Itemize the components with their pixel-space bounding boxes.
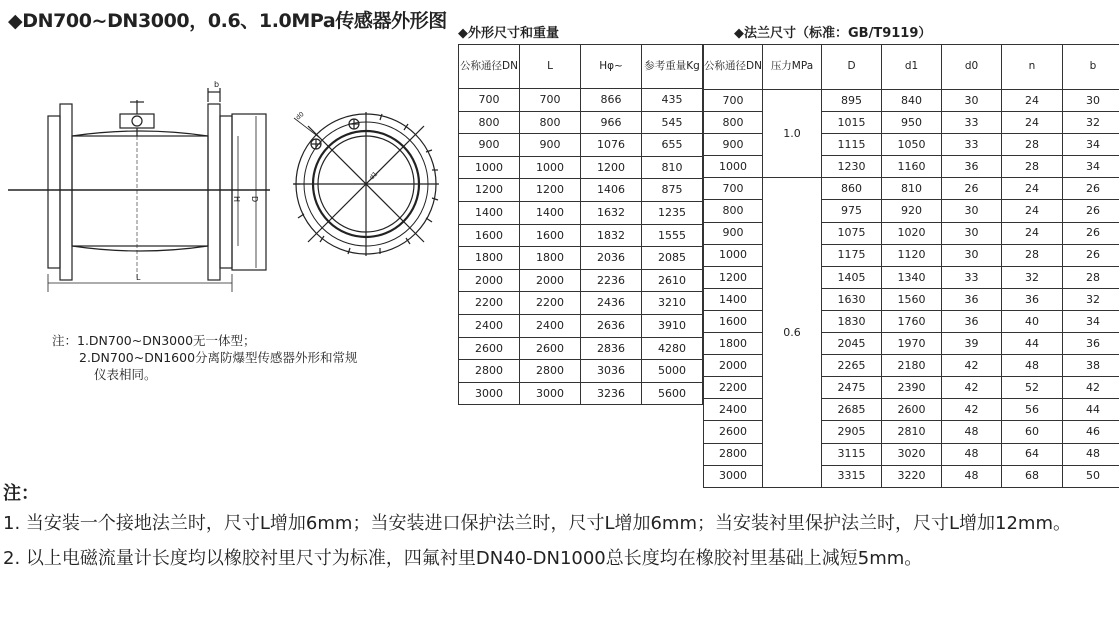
table-header-row — [459, 45, 703, 89]
table-cell: 1015 — [822, 112, 882, 134]
table-cell: 40 — [1002, 310, 1063, 332]
table-cell: 1800 — [704, 333, 763, 355]
footnotes-heading: 注： — [3, 483, 39, 504]
diagram-note-2: 2.DN700~DN1600分离防爆型传感器外形和常规 — [79, 350, 358, 365]
table-row — [459, 224, 703, 247]
table-cell: 2200 — [704, 377, 763, 399]
table-cell: 5600 — [642, 382, 703, 405]
table-header-row — [704, 45, 1119, 90]
table-cell: 36 — [942, 288, 1002, 310]
table-row — [704, 90, 1119, 112]
table-cell: 50 — [1063, 465, 1119, 487]
table-cell: 1400 — [520, 201, 581, 224]
table-cell: 30 — [942, 244, 1002, 266]
table-cell: 700 — [704, 178, 763, 200]
sensor-outline-drawing — [8, 78, 448, 298]
pressure-cell: 0.6 — [763, 178, 822, 487]
table-cell: 866 — [581, 89, 642, 112]
table-cell: 26 — [1063, 178, 1119, 200]
footnote-2: 2. 以上电磁流量计长度均以橡胶衬里尺寸为标准，四氟衬里DN40-DN1000总长度均在橡胶衬里基础上减短5mm。 — [3, 548, 923, 569]
pressure-cell: 1.0 — [763, 90, 822, 178]
column-header: 压力MPa — [763, 45, 822, 90]
table-cell: 2436 — [581, 292, 642, 315]
table-cell: 895 — [822, 90, 882, 112]
table-cell: 30 — [1063, 90, 1119, 112]
table-cell: 810 — [642, 156, 703, 179]
table-cell: 26 — [1063, 244, 1119, 266]
table-cell: 1400 — [459, 201, 520, 224]
table-cell: 1200 — [581, 156, 642, 179]
table-cell: 800 — [459, 111, 520, 134]
table-cell: 24 — [1002, 200, 1063, 222]
table-cell: 3210 — [642, 292, 703, 315]
table-cell: 36 — [1063, 333, 1119, 355]
page-title: ◆DN700~DN3000，0.6、1.0MPa传感器外形图 — [8, 10, 447, 32]
table-cell: 1000 — [459, 156, 520, 179]
table-cell: 28 — [1002, 244, 1063, 266]
table-cell: 1830 — [822, 310, 882, 332]
table-cell: 46 — [1063, 421, 1119, 443]
table-cell: 2600 — [882, 399, 942, 421]
table-cell: 1760 — [882, 310, 942, 332]
table-cell: 2475 — [822, 377, 882, 399]
table-row — [459, 337, 703, 360]
table-cell: 860 — [822, 178, 882, 200]
dim-l-label: L — [136, 273, 141, 282]
table-cell: 2800 — [704, 443, 763, 465]
column-header: D — [822, 45, 882, 90]
table-cell: 3000 — [459, 382, 520, 405]
table-row — [459, 382, 703, 405]
table-cell: 56 — [1002, 399, 1063, 421]
table-cell: 1020 — [882, 222, 942, 244]
table-cell: 3000 — [704, 465, 763, 487]
footnote-1: 1. 当安装一个接地法兰时，尺寸L增加6mm；当安装进口保护法兰时，尺寸L增加6mm；当安装衬里保护法兰时，尺寸L增加12mm。 — [3, 513, 1071, 534]
table-cell: 700 — [704, 90, 763, 112]
table-cell: 1230 — [822, 156, 882, 178]
table-row — [459, 156, 703, 179]
table-cell: 28 — [1002, 156, 1063, 178]
table-cell: 36 — [942, 156, 1002, 178]
table-cell: 48 — [1002, 355, 1063, 377]
table-cell: 30 — [942, 90, 1002, 112]
dim-b-label: b — [214, 80, 220, 89]
table-cell: 30 — [942, 222, 1002, 244]
table-cell: 1115 — [822, 134, 882, 156]
table-row — [459, 269, 703, 292]
table-cell: 2600 — [520, 337, 581, 360]
diagram-note-3: 仪表相同。 — [94, 367, 157, 382]
table-cell: 2800 — [459, 360, 520, 383]
table-cell: 3020 — [882, 443, 942, 465]
table-cell: 42 — [942, 377, 1002, 399]
table-cell: 950 — [882, 112, 942, 134]
column-header: L — [520, 45, 581, 89]
table-cell: 4280 — [642, 337, 703, 360]
table-cell: 3036 — [581, 360, 642, 383]
column-header: 参考重量Kg — [642, 45, 703, 89]
table-cell: 2265 — [822, 355, 882, 377]
table-cell: 24 — [1002, 222, 1063, 244]
table-cell: 42 — [942, 355, 1002, 377]
table-cell: 1800 — [520, 247, 581, 270]
table-cell: 1200 — [520, 179, 581, 202]
table-cell: 2200 — [520, 292, 581, 315]
table-cell: 1000 — [520, 156, 581, 179]
table-cell: 545 — [642, 111, 703, 134]
column-header: 公称通径DN — [459, 45, 520, 89]
table-cell: 800 — [704, 112, 763, 134]
table-cell: 26 — [1063, 222, 1119, 244]
table-cell: 2400 — [520, 314, 581, 337]
table-cell: 2610 — [642, 269, 703, 292]
table-cell: 44 — [1002, 333, 1063, 355]
table-cell: 2836 — [581, 337, 642, 360]
table-cell: 2036 — [581, 247, 642, 270]
table-row — [459, 89, 703, 112]
table-cell: 1175 — [822, 244, 882, 266]
table-cell: 1050 — [882, 134, 942, 156]
table-cell: 1800 — [459, 247, 520, 270]
table-cell: 435 — [642, 89, 703, 112]
table-cell: 2390 — [882, 377, 942, 399]
table-cell: 700 — [520, 89, 581, 112]
table-cell: 24 — [1002, 112, 1063, 134]
dim-h-label: H — [232, 196, 241, 203]
column-header: 公称通径DN — [704, 45, 763, 90]
table-row — [459, 314, 703, 337]
table-cell: 2180 — [882, 355, 942, 377]
table-cell: 2636 — [581, 314, 642, 337]
table-cell: 64 — [1002, 443, 1063, 465]
column-header: n — [1002, 45, 1063, 90]
table-cell: 38 — [1063, 355, 1119, 377]
table2-title: ◆法兰尺寸（标准：GB/T9119） — [734, 26, 932, 41]
table-cell: 2085 — [642, 247, 703, 270]
table-cell: 34 — [1063, 310, 1119, 332]
diagram-notes — [52, 332, 358, 383]
table-cell: 975 — [822, 200, 882, 222]
table-cell: 1555 — [642, 224, 703, 247]
table-cell: 1075 — [822, 222, 882, 244]
table-cell: 1120 — [882, 244, 942, 266]
table-cell: 68 — [1002, 465, 1063, 487]
dim-d0-label: d0 — [294, 110, 306, 122]
table-row — [704, 178, 1119, 200]
table-cell: 1000 — [704, 156, 763, 178]
column-header: Hφ~ — [581, 45, 642, 89]
table-row — [459, 111, 703, 134]
table-cell: 32 — [1063, 288, 1119, 310]
table-cell: 30 — [942, 200, 1002, 222]
table-cell: 1632 — [581, 201, 642, 224]
table-cell: 32 — [1002, 266, 1063, 288]
table-cell: 33 — [942, 134, 1002, 156]
table-cell: 2810 — [882, 421, 942, 443]
table-cell: 3315 — [822, 465, 882, 487]
table-cell: 36 — [942, 310, 1002, 332]
table-cell: 1200 — [459, 179, 520, 202]
table-cell: 900 — [520, 134, 581, 157]
table-cell: 2600 — [704, 421, 763, 443]
table-cell: 36 — [1002, 288, 1063, 310]
table-cell: 1970 — [882, 333, 942, 355]
table-cell: 28 — [1063, 266, 1119, 288]
dimensions-weight-table — [458, 44, 703, 405]
table-cell: 42 — [942, 399, 1002, 421]
table-cell: 1400 — [704, 288, 763, 310]
footnotes — [3, 480, 1115, 572]
table-cell: 24 — [1002, 90, 1063, 112]
table-cell: 1560 — [882, 288, 942, 310]
column-header: d0 — [942, 45, 1002, 90]
table-cell: 44 — [1063, 399, 1119, 421]
table-cell: 2200 — [459, 292, 520, 315]
table-cell: 2000 — [459, 269, 520, 292]
table-cell: 1600 — [459, 224, 520, 247]
table-cell: 1235 — [642, 201, 703, 224]
table-cell: 3000 — [520, 382, 581, 405]
table-row — [459, 134, 703, 157]
table-cell: 33 — [942, 112, 1002, 134]
table-cell: 48 — [942, 465, 1002, 487]
table-cell: 840 — [882, 90, 942, 112]
table1-title: ◆外形尺寸和重量 — [458, 26, 559, 41]
table-cell: 48 — [942, 421, 1002, 443]
table-cell: 2045 — [822, 333, 882, 355]
table-cell: 2236 — [581, 269, 642, 292]
dim-d1-label: d1 — [367, 169, 380, 182]
table-cell: 800 — [520, 111, 581, 134]
table-cell: 28 — [1002, 134, 1063, 156]
table-row — [459, 292, 703, 315]
column-header: b — [1063, 45, 1119, 90]
table-cell: 800 — [704, 200, 763, 222]
table-cell: 655 — [642, 134, 703, 157]
table-cell: 2600 — [459, 337, 520, 360]
table-cell: 60 — [1002, 421, 1063, 443]
dim-d-label: D — [250, 196, 259, 203]
table-cell: 1406 — [581, 179, 642, 202]
table-cell: 2400 — [459, 314, 520, 337]
table-cell: 52 — [1002, 377, 1063, 399]
table-cell: 1160 — [882, 156, 942, 178]
table-cell: 48 — [942, 443, 1002, 465]
table-cell: 2800 — [520, 360, 581, 383]
table-cell: 42 — [1063, 377, 1119, 399]
table-cell: 1340 — [882, 266, 942, 288]
table-cell: 900 — [704, 222, 763, 244]
table-cell: 2400 — [704, 399, 763, 421]
flange-dimensions-table — [703, 44, 1119, 488]
table-cell: 920 — [882, 200, 942, 222]
table-cell: 26 — [942, 178, 1002, 200]
table-cell: 34 — [1063, 156, 1119, 178]
table-cell: 3910 — [642, 314, 703, 337]
table-cell: 1600 — [520, 224, 581, 247]
table-cell: 1600 — [704, 310, 763, 332]
table-cell: 26 — [1063, 200, 1119, 222]
table-cell: 810 — [882, 178, 942, 200]
table-row — [459, 201, 703, 224]
table-cell: 5000 — [642, 360, 703, 383]
table-cell: 2905 — [822, 421, 882, 443]
table-cell: 700 — [459, 89, 520, 112]
table-cell: 1200 — [704, 266, 763, 288]
table-cell: 966 — [581, 111, 642, 134]
table-cell: 32 — [1063, 112, 1119, 134]
table-cell: 2685 — [822, 399, 882, 421]
table-cell: 1405 — [822, 266, 882, 288]
table-row — [459, 360, 703, 383]
table-cell: 39 — [942, 333, 1002, 355]
table-cell: 48 — [1063, 443, 1119, 465]
diagram-note-1: 注：1.DN700~DN3000无一体型； — [52, 333, 256, 348]
table-cell: 33 — [942, 266, 1002, 288]
column-header: d1 — [882, 45, 942, 90]
table-cell: 34 — [1063, 134, 1119, 156]
table-cell: 2000 — [520, 269, 581, 292]
table-cell: 900 — [704, 134, 763, 156]
table-cell: 1000 — [704, 244, 763, 266]
table-cell: 24 — [1002, 178, 1063, 200]
table-row — [459, 179, 703, 202]
table-cell: 875 — [642, 179, 703, 202]
table-cell: 2000 — [704, 355, 763, 377]
table-cell: 1832 — [581, 224, 642, 247]
table-cell: 3115 — [822, 443, 882, 465]
table-cell: 1076 — [581, 134, 642, 157]
table-cell: 3220 — [882, 465, 942, 487]
table-row — [459, 247, 703, 270]
table-cell: 900 — [459, 134, 520, 157]
table-cell: 3236 — [581, 382, 642, 405]
table-cell: 1630 — [822, 288, 882, 310]
